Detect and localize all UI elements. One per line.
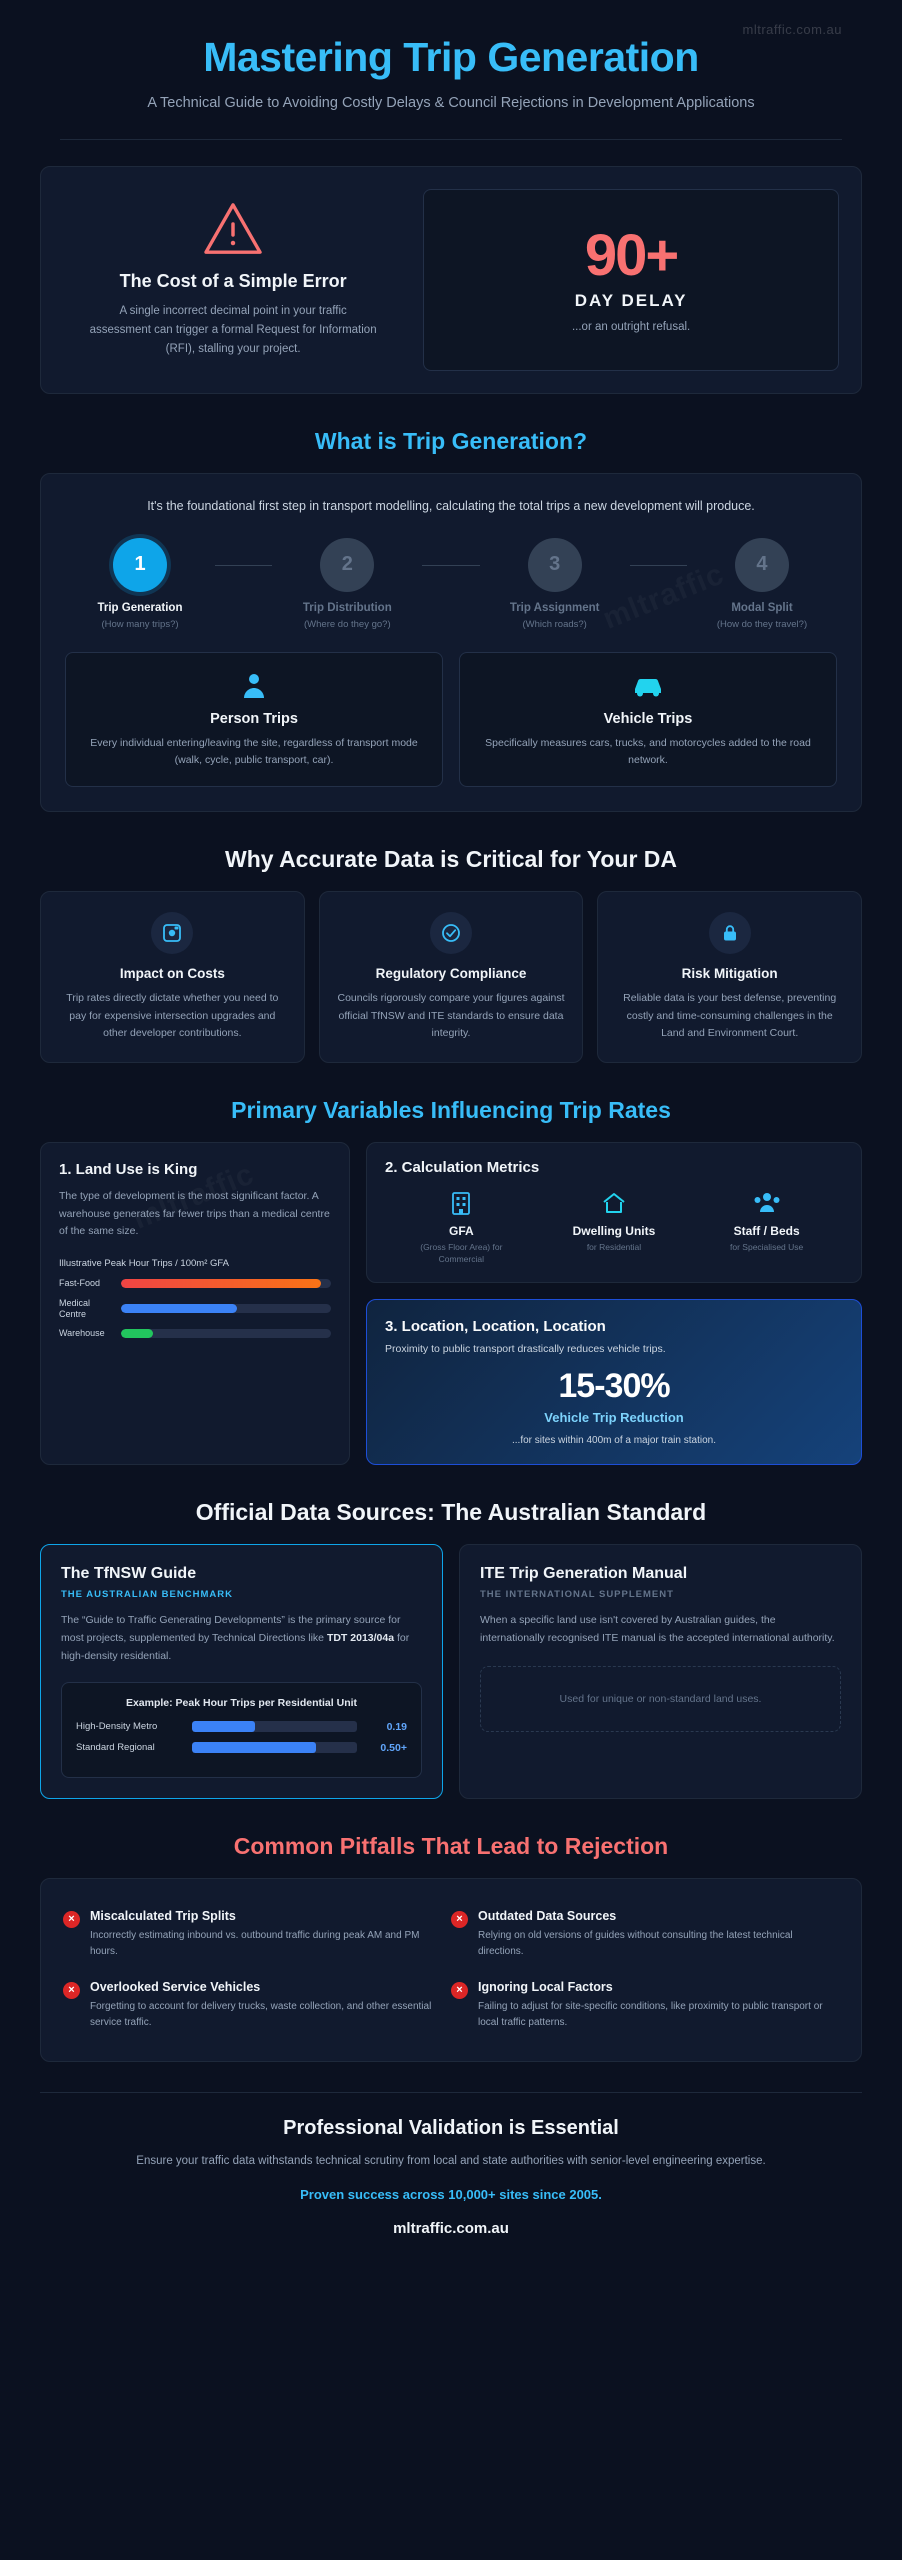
step-2-sub: (Where do they go?) bbox=[304, 618, 391, 630]
tfnsw-body-post: for high-density residential. bbox=[61, 1631, 410, 1662]
impact-on-costs-body: Trip rates directly dictate whether you need to pay for expensive intersection upgrades and other developer contributions. bbox=[66, 992, 279, 1040]
what-section bbox=[0, 428, 902, 813]
sources-heading: Official Data Sources: The Australian Standard bbox=[195, 1499, 707, 1526]
metric-staff-beds bbox=[707, 1190, 827, 1266]
step-1-label: Trip Generation bbox=[97, 601, 183, 614]
example-title: Example: Peak Hour Trips per Residential Unit bbox=[125, 1696, 358, 1709]
vehicle-trips-body: Specifically measures cars, trucks, and motorcycles added to the road network. bbox=[485, 736, 811, 766]
cost-calculator-icon bbox=[151, 912, 193, 954]
location-stat-label: Vehicle Trip Reduction bbox=[544, 1410, 684, 1426]
variables-right-column bbox=[366, 1142, 862, 1465]
ite-body: When a specific land use isn't covered by Australian guides, the internationally recognised ITE manual is the accepted international authority. bbox=[480, 1614, 835, 1644]
bar-row bbox=[59, 1328, 331, 1339]
person-trips-body: Every individual entering/leaving the site, regardless of transport mode (walk, cycle, public transport, car). bbox=[90, 736, 418, 766]
step-3 bbox=[480, 538, 630, 630]
tfnsw-body-pre: The “Guide to Traffic Generating Developments” is the primary source for most projects, supplemented by Technical Directions like bbox=[61, 1614, 401, 1644]
what-card bbox=[40, 473, 862, 813]
why-cards bbox=[40, 891, 862, 1063]
ite-eyebrow: THE INTERNATIONAL SUPPLEMENT bbox=[480, 1589, 674, 1601]
example-row-0-name: High-Density Metro bbox=[76, 1721, 158, 1733]
error-x-icon: × bbox=[63, 1982, 80, 1999]
pitfall-3-body: Failing to adjust for site-specific conditions, like proximity to public transport or local traffic patterns. bbox=[478, 2000, 823, 2028]
step-4 bbox=[687, 538, 837, 630]
example-row bbox=[76, 1742, 407, 1754]
metric-dwelling-sub: for Residential bbox=[586, 1242, 642, 1253]
sources-layout bbox=[40, 1544, 862, 1799]
home-icon bbox=[554, 1190, 674, 1216]
error-x-icon: × bbox=[451, 1911, 468, 1928]
delay-stat-sub: ...or an outright refusal. bbox=[571, 320, 691, 333]
bar-fill-1 bbox=[121, 1304, 237, 1313]
example-row-1-fill bbox=[192, 1742, 316, 1753]
cost-body: A single incorrect decimal point in your traffic assessment can trigger a formal Request for Information (RFI), stalling your project. bbox=[89, 304, 377, 355]
metric-dwelling-name: Dwelling Units bbox=[572, 1224, 656, 1239]
pitfall-2-body: Forgetting to account for delivery trucks, waste collection, and other essential service traffic. bbox=[90, 2000, 432, 2028]
cost-section bbox=[0, 166, 902, 394]
location-note: ...for sites within 400m of a major train station. bbox=[512, 1435, 716, 1447]
person-trips-card bbox=[65, 652, 443, 788]
location-lead: Proximity to public transport drastically reduces vehicle trips. bbox=[385, 1343, 666, 1356]
ite-manual-card bbox=[459, 1544, 862, 1799]
metric-gfa-sub: (Gross Floor Area) for Commercial bbox=[420, 1242, 503, 1265]
bar-track-0 bbox=[121, 1279, 331, 1288]
metric-gfa bbox=[401, 1190, 521, 1266]
bar-label-0: Fast-Food bbox=[59, 1278, 101, 1289]
header-divider bbox=[60, 139, 842, 140]
bar-chart-title: Illustrative Peak Hour Trips / 100m² GFA bbox=[59, 1258, 230, 1270]
metric-gfa-name: GFA bbox=[448, 1224, 474, 1239]
metrics-row bbox=[385, 1190, 843, 1266]
tfnsw-title: The TfNSW Guide bbox=[61, 1565, 197, 1583]
site-watermark: mltraffic.com.au bbox=[742, 22, 842, 37]
impact-on-costs-card bbox=[40, 891, 305, 1063]
example-row-0-track bbox=[192, 1721, 357, 1732]
car-icon bbox=[476, 671, 820, 701]
warning-triangle-icon bbox=[202, 201, 264, 257]
regulatory-compliance-title: Regulatory Compliance bbox=[375, 966, 527, 982]
bar-label-1: Medical Centre bbox=[59, 1297, 91, 1319]
check-shield-icon bbox=[430, 912, 472, 954]
step-1-number: 1 bbox=[113, 538, 167, 592]
tfnsw-guide-card bbox=[40, 1544, 443, 1799]
footer-proven: Proven success across 10,000+ sites since 2005. bbox=[300, 2186, 602, 2202]
person-icon bbox=[82, 671, 426, 701]
step-connector bbox=[422, 565, 479, 566]
land-use-card bbox=[40, 1142, 350, 1465]
footer-brand: mltraffic.com.au bbox=[393, 2219, 509, 2237]
cost-heading: The Cost of a Simple Error bbox=[119, 270, 347, 291]
bar-row bbox=[59, 1298, 331, 1321]
regulatory-compliance-card bbox=[319, 891, 584, 1063]
pitfalls-heading: Common Pitfalls That Lead to Rejection bbox=[233, 1832, 669, 1859]
bar-fill-2 bbox=[121, 1329, 153, 1338]
step-1 bbox=[65, 538, 215, 630]
step-2 bbox=[272, 538, 422, 630]
variables-heading: Primary Variables Influencing Trip Rates bbox=[231, 1097, 671, 1124]
variables-section bbox=[0, 1097, 902, 1465]
what-lead: It's the foundational first step in transport modelling, calculating the total trips a new development will produce. bbox=[147, 498, 755, 513]
step-4-label: Modal Split bbox=[731, 601, 793, 614]
why-section bbox=[0, 846, 902, 1063]
pitfall-2-title: Overlooked Service Vehicles bbox=[90, 1979, 261, 1994]
tfnsw-eyebrow: THE AUSTRALIAN BENCHMARK bbox=[61, 1589, 233, 1601]
building-icon bbox=[401, 1190, 521, 1216]
risk-mitigation-title: Risk Mitigation bbox=[681, 966, 778, 982]
bar-label-2: Warehouse bbox=[59, 1328, 105, 1339]
why-heading: Why Accurate Data is Critical for Your DA bbox=[224, 846, 677, 873]
example-row-0-fill bbox=[192, 1721, 255, 1732]
bar-fill-0 bbox=[121, 1279, 321, 1288]
people-icon bbox=[707, 1190, 827, 1216]
step-4-sub: (How do they travel?) bbox=[716, 618, 808, 630]
location-title: 3. Location, Location, Location bbox=[385, 1318, 606, 1336]
bar-track-2 bbox=[121, 1329, 331, 1338]
example-box bbox=[61, 1682, 422, 1778]
regulatory-compliance-body: Councils rigorously compare your figures against official TfNSW and ITE standards to ensure data integrity. bbox=[337, 992, 565, 1040]
step-3-label: Trip Assignment bbox=[509, 601, 600, 614]
ite-title: ITE Trip Generation Manual bbox=[480, 1565, 688, 1583]
step-connector bbox=[215, 565, 272, 566]
step-3-sub: (Which roads?) bbox=[522, 618, 587, 630]
bar-track-1 bbox=[121, 1304, 331, 1313]
metric-staff-name: Staff / Beds bbox=[733, 1224, 800, 1239]
pitfall-item bbox=[63, 1899, 451, 1970]
pitfalls-card bbox=[40, 1878, 862, 2062]
footer-body: Ensure your traffic data withstands technical scrutiny from local and state authorities with senior-level engineering expertise. bbox=[136, 2154, 766, 2167]
location-card bbox=[366, 1299, 862, 1465]
risk-mitigation-body: Reliable data is your best defense, preventing costly and time-consuming challenges in the Land and Environment Court. bbox=[623, 992, 837, 1040]
step-2-number: 2 bbox=[320, 538, 374, 592]
error-x-icon: × bbox=[451, 1982, 468, 1999]
location-stat: 15-30% bbox=[558, 1367, 670, 1406]
process-steps bbox=[65, 538, 837, 630]
step-1-sub: (How many trips?) bbox=[101, 618, 179, 630]
ite-note: Used for unique or non-standard land uses. bbox=[480, 1666, 841, 1732]
land-use-title: 1. Land Use is King bbox=[59, 1161, 198, 1179]
page-subtitle: A Technical Guide to Avoiding Costly Delays & Council Rejections in Development Applications bbox=[147, 95, 755, 112]
step-4-number: 4 bbox=[735, 538, 789, 592]
page-footer bbox=[0, 2093, 902, 2247]
pitfalls-grid bbox=[63, 1899, 839, 2041]
pitfall-item bbox=[63, 1970, 451, 2041]
step-3-number: 3 bbox=[528, 538, 582, 592]
footer-heading: Professional Validation is Essential bbox=[283, 2116, 619, 2139]
cost-card bbox=[40, 166, 862, 394]
metrics-title: 2. Calculation Metrics bbox=[385, 1159, 540, 1177]
risk-mitigation-card bbox=[597, 891, 862, 1063]
page-title: Mastering Trip Generation bbox=[203, 34, 699, 80]
pitfall-3-title: Ignoring Local Factors bbox=[478, 1979, 613, 1994]
delay-stat-number: 90+ bbox=[584, 222, 678, 288]
pitfall-item bbox=[451, 1899, 839, 1970]
example-row-1-value: 0.50+ bbox=[380, 1741, 407, 1754]
step-connector bbox=[630, 565, 687, 566]
delay-stat-label: DAY DELAY bbox=[574, 290, 688, 310]
delay-stat-panel bbox=[423, 189, 839, 371]
variables-layout bbox=[40, 1142, 862, 1465]
vehicle-trips-card bbox=[459, 652, 837, 788]
metric-dwelling-units bbox=[554, 1190, 674, 1266]
pitfall-1-title: Outdated Data Sources bbox=[478, 1908, 617, 1923]
trip-type-cards bbox=[65, 652, 837, 788]
pitfall-item bbox=[451, 1970, 839, 2041]
error-x-icon: × bbox=[63, 1911, 80, 1928]
pitfall-0-title: Miscalculated Trip Splits bbox=[90, 1908, 236, 1923]
lock-icon bbox=[709, 912, 751, 954]
example-row-0-value: 0.19 bbox=[386, 1720, 407, 1733]
tfnsw-body bbox=[61, 1612, 422, 1666]
example-row-1-track bbox=[192, 1742, 357, 1753]
pitfall-0-body: Incorrectly estimating inbound vs. outbound traffic during peak AM and PM hours. bbox=[90, 1929, 420, 1957]
step-2-label: Trip Distribution bbox=[302, 601, 392, 614]
metrics-card bbox=[366, 1142, 862, 1283]
page-header bbox=[0, 0, 902, 115]
metric-staff-sub: for Specialised Use bbox=[730, 1242, 804, 1253]
pitfalls-section bbox=[0, 1833, 902, 2062]
example-row-1-name: Standard Regional bbox=[76, 1742, 155, 1754]
land-use-body: The type of development is the most significant factor. A warehouse generates far fewer trips than a medical centre of the same size. bbox=[59, 1190, 330, 1237]
impact-on-costs-title: Impact on Costs bbox=[119, 966, 225, 982]
vehicle-trips-title: Vehicle Trips bbox=[603, 710, 693, 727]
cost-left bbox=[63, 189, 403, 371]
what-heading: What is Trip Generation? bbox=[314, 427, 588, 454]
example-row bbox=[76, 1721, 407, 1733]
person-trips-title: Person Trips bbox=[210, 710, 298, 727]
pitfall-1-body: Relying on old versions of guides without consulting the latest technical directions. bbox=[478, 1929, 793, 1957]
bar-row bbox=[59, 1278, 331, 1289]
sources-section bbox=[0, 1499, 902, 1799]
tfnsw-body-bold: TDT 2013/04a bbox=[326, 1631, 395, 1644]
